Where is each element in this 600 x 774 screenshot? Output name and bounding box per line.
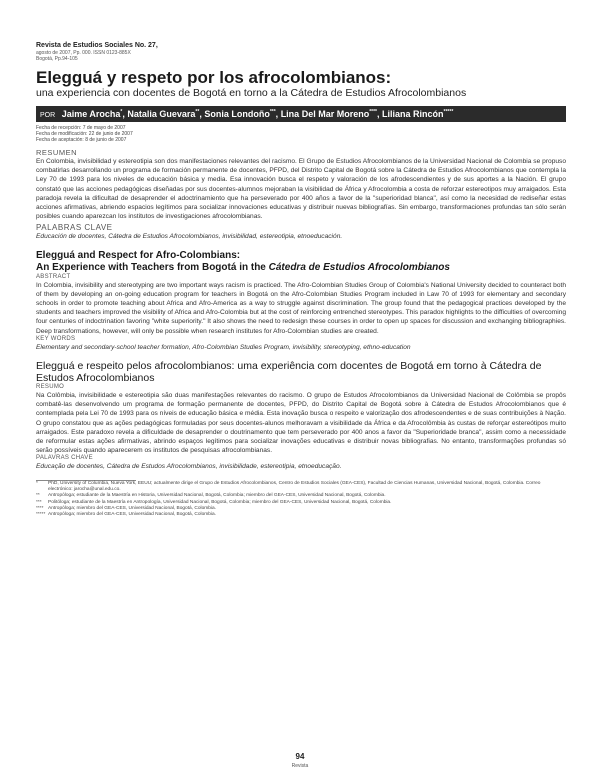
abstract-es-heading: RESUMEN [36, 148, 78, 157]
keywords-es-heading: PALABRAS CLAVE [36, 223, 113, 233]
title-pt: Elegguá e respeito pelos afrocolombianos: uma experiência com docentes de Bogotá em torno à Cátedra de Estudos Afrocolombianos [36, 360, 542, 385]
date-accepted: Fecha de aceptación: 8 de junio de 2007 [36, 137, 127, 143]
keywords-pt-heading: PALAVRAS CHAVE [36, 455, 93, 462]
title-en [36, 250, 566, 274]
title-en-line1: Elegguá and Respect for Afro-Colombians: [36, 249, 241, 261]
author-name: Liliana Rincón***** [382, 109, 454, 119]
abstract-en-text: In Colombia, invisibility and stereotyping are two important ways racism is practiced. The Afro-Colombian Studies Group of Colombia's National University decided to counteract both of them by developing an on-going education program for teachers in Bogotá on the Afro-Colombian Studies Program included in Law 70 of 1993 for elementary and secondary schools in order to promote teaching about Africa and Afro-America as a way to struggle against discrimination. The group found that the pedagogical practices developed by the students and teachers improved the visibility of Africa and Afro-Colombia but at the cost of reinforcing entrenched stereotypes. This paradox highlights to the difficulties of overcoming four centuries of indoctrination favoring "white superiority." It also shows the need to redesign these courses in order to open up spaces for discussion and exchanging bibliographies. Deep transformations, however, will only be possible when research institutes for Afro-Colombian studies are created. [36, 281, 566, 335]
author-prefix: POR [40, 112, 56, 119]
article-dates [36, 125, 566, 143]
author-name: Jaime Arocha*, [61, 109, 128, 119]
date-modified: Fecha de modificación: 22 de junio de 2007 [36, 131, 133, 137]
footnote: ***** Antropóloga; miembro del GEA-CES, Universidad Nacional, Bogotá, Colombia. [36, 512, 216, 518]
article-title: Elegguá y respeto por los afrocolombianos: [36, 68, 392, 87]
keywords-es: Educación de docentes, Cátedra de Estudios Afrocolombianos, invisibilidad, estereotipia, etnoeducación. [36, 233, 343, 241]
journal-issue-info: agosto de 2007, Pp. 000. ISSN 0123-885X [36, 50, 131, 56]
article-subtitle: una experiencia con docentes de Bogotá en torno a la Cátedra de Estudios Afrocolombianos [36, 87, 467, 99]
footnote: ** Antropóloga; estudiante de la Maestría en Historia, Universidad Nacional, Bogotá, Colombia; miembro del GEA-CES, Universidad Nacional, Bogotá, Colombia. [36, 493, 386, 499]
keywords-en: Elementary and secondary-school teacher formation, Afro-Colombian Studies Program, invisibility, stereotyping, ethno-education [36, 343, 411, 351]
journal-name: Revista de Estudios Sociales No. 27, [36, 42, 158, 49]
article-page [36, 42, 566, 518]
abstract-es-text: En Colombia, invisibilidad y estereotipia son dos manifestaciones relevantes del racismo. El Grupo de Estudios Afrocolombianos de la Universidad Nacional de Colombia se propuso combatirlas desarrollando un programa de formación permanente de docentes, PFPD, del Distrito Capital de Bogotá sobre la Cátedra de Estudios Afrocolombianos que contempla la Ley 70 de 1993 para los niveles de educación básica y media. Esa innovación busca el respeto y valoración de los afrodescendientes y de sus aportes a la Nación. El grupo constató que las acciones pedagógicas diseñadas por sus docentes-alumnos mejoraban la visibilidad de África y Afrocolombia a costa de reforzar estereotipos muy arraigados. Esta paradoja revela la dificultad de desaprender el adoctrinamiento que ha perseverado por 400 años a favor de la "superioridad blanca", así como la necesidad de rediseñar estas acciones afirmativas, abriendo espacios legítimos para socializar innovaciones educativas y distribuir nuevas bibliografías. Sin embargo, transformaciones profundas tan sólo serán posibles cuando aparezcan los institutos de investigaciones afrocolombianas. [36, 158, 566, 221]
footnotes [36, 481, 566, 519]
abstract-pt-heading: RESUMO [36, 384, 65, 391]
author-name: Sonia Londoño***, [204, 109, 281, 119]
author-bar [36, 106, 566, 122]
abstract-en-heading: ABSTRACT [36, 273, 71, 280]
abstract-pt-text: Na Colômbia, invisibilidade e estereotipia são duas manifestações relevantes do racismo. O grupo de Estudos Afrocolombianos da Universidad Nacional de Colômbia se propôs combatê-las desenvolvendo um programa de formação permanente de docentes, PFPD, do Distrito Capital de Bogotá sobre à Cátedra de Estudos Afrocolombianos que é contemplada pela Lei 70 de 1993 para os níveis de educação básica e média. Esta inovação busca o respeito e valorização dos afrodescendentes e de suas contribuições à Nação. O grupo constatou que as ações pedagógicas formuladas por seus docentes-alunos melhoravam a visibilidade da África e da Afrocolômbia às custas de reforçar estereótipos muito arraigados. Este paradoxo revela a dificuldade de desaprender o doutrinamento que tem perseverado por 400 anos a favor da "Superioridade branca", assim como a necessidade de reformular estas ações afirmativas, abrindo espaços legítimos para socializar inovações educativas e distribuir novas bibliografias. No entanto, transformações profundas só serão possíveis quando aparecerem os institutos de pesquisas afrocolombianas. [36, 392, 566, 455]
footer-brand: Revista [291, 763, 309, 769]
page-number: 94 [295, 752, 305, 761]
keywords-en-heading: KEY WORDS [36, 335, 76, 342]
author-name: Lina Del Mar Moreno****, [280, 109, 383, 119]
keywords-pt: Educação de docentes, Cátedra de Estudos Afrocolombianos, invisibilidade, estereotipia, etnoeducação. [36, 463, 342, 471]
author-name: Natalia Guevara**, [127, 109, 205, 119]
footnote: *** Politóloga; estudiante de la Maestría en Antropología, Universidad Nacional, Bogotá, Colombia; miembro del GEA-CES, Universidad Nacional, Bogotá, Colombia. [36, 499, 392, 505]
footnote: **** Antropóloga; miembro del GEA-CES, Universidad Nacional, Bogotá, Colombia. [36, 505, 216, 511]
date-received: Fecha de recepción: 7 de mayo de 2007 [36, 125, 126, 131]
footnote: * PhD, University of Columbia, Nueva York, EEUU; actualmente dirige el Grupo de Estudios Afrocolombianos, Centro de Estudios Sociales (GEA-CES), Facultad de Ciencias Humanas, Universidad Nacional, Bogotá, Colombia. Correo electrónico: jarocha@unal.edu.co. [36, 480, 541, 492]
title-en-line2: An Experience with Teachers from Bogotá in the Cátedra de Estudios Afrocolombianos [36, 261, 450, 273]
journal-pages: Bogotá, Pp.94-105 [36, 56, 78, 62]
